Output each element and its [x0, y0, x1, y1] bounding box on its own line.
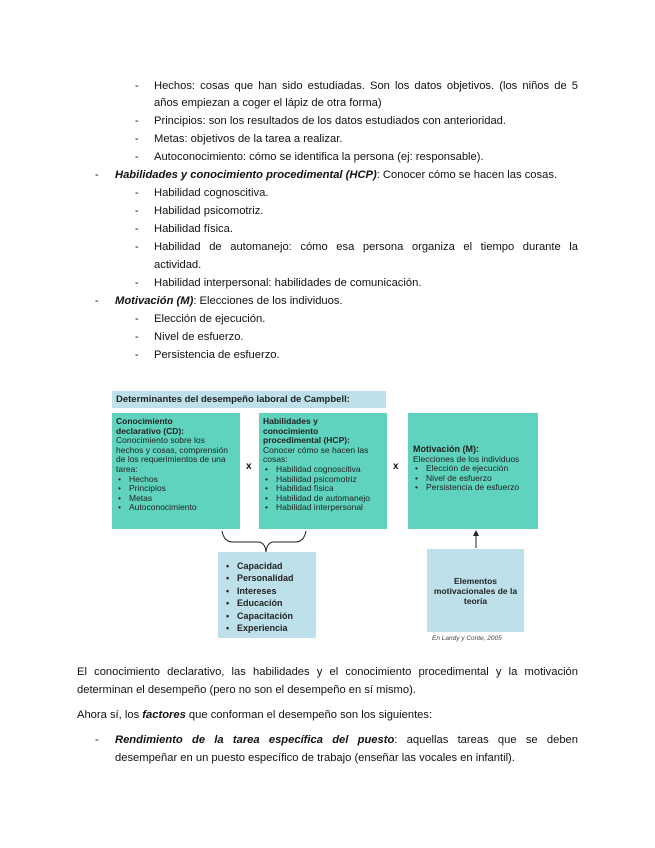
cd-description: hechos y cosas, comprensión	[116, 444, 228, 455]
list-dash: -	[135, 205, 139, 217]
hcp-box-item: • Habilidad interpersonal	[263, 503, 383, 513]
list-dash: -	[135, 241, 139, 253]
list-dash: -	[135, 331, 139, 343]
brace-connector	[222, 531, 306, 552]
list-dash: -	[95, 734, 99, 746]
list-dash: -	[135, 80, 139, 92]
motivation-box-item: • Persistencia de esfuerzo	[413, 483, 533, 493]
cd-title: declarativo (CD):	[116, 425, 185, 436]
hcp-box-title: Habilidades y	[263, 416, 318, 426]
list-item-metas: Metas: objetivos de la tarea a realizar.	[154, 133, 343, 145]
list-dash: -	[95, 295, 99, 307]
cd-description: de los requerimientos de una	[116, 454, 226, 465]
list-dash: -	[135, 277, 139, 289]
capacity-item: • Experiencia	[224, 622, 312, 634]
motivation-box-item: • Elección de ejecución	[413, 464, 533, 474]
list-item-hcp: Habilidad cognoscitiva.	[154, 187, 269, 199]
cd-item: • Hechos	[116, 475, 236, 485]
hcp-box-item: • Habilidad de automanejo	[263, 494, 383, 504]
cd-description: Conocimiento sobre los	[116, 435, 205, 446]
list-dash: -	[135, 313, 139, 325]
paragraph-summary-cont: determinan el desempeño (pero no son el desempeño en sí mismo).	[77, 684, 416, 696]
arrow-head-icon	[473, 530, 479, 536]
hcp-box-item: • Habilidad psicomotriz	[263, 475, 383, 485]
list-item-motivation: Persistencia de esfuerzo.	[154, 349, 280, 361]
list-dash: -	[135, 115, 139, 127]
list-item-hcp-cont: actividad.	[154, 259, 202, 271]
list-item-hechos-cont: años empiezan a coger el lápiz de otra forma)	[154, 97, 382, 109]
motivational-elements-text: teoría	[463, 596, 488, 606]
list-item-hcp: Habilidad psicomotriz.	[154, 205, 264, 217]
list-item-principios: Principios: son los resultados de los datos estudiados con anterioridad.	[154, 115, 506, 127]
multiply-operator: x	[393, 461, 399, 472]
diagram-title: Determinantes del desempeño laboral de Campbell:	[112, 391, 386, 408]
cd-item: • Principios	[116, 484, 236, 494]
list-item-motivation: Elección de ejecución.	[154, 313, 266, 325]
motivation-box-description: Elecciones de los individuos	[413, 453, 520, 464]
hcp-heading: Habilidades y conocimiento procedimental (HCP): Conocer cómo se hacen las cosas.	[115, 169, 558, 181]
list-item-autoconocimiento: Autoconocimiento: cómo se identifica la persona (ej: responsable).	[154, 151, 484, 163]
factor-item-cont: desempeñar en un puesto específico de trabajo (enseñar las vocales en infantil).	[115, 752, 515, 764]
paragraph-summary: El conocimiento declarativo, las habilidades y el conocimiento procedimental y la motivación	[77, 666, 578, 678]
capacity-item: • Intereses	[224, 585, 312, 597]
hcp-box-title: procedimental (HCP):	[263, 435, 350, 446]
capacity-item: • Personalidad	[224, 572, 312, 584]
hcp-box-title: conocimiento	[263, 425, 319, 436]
cd-item: • Autoconocimiento	[116, 503, 236, 513]
hcp-box-item: • Habilidad física	[263, 484, 383, 494]
paragraph-factors-intro: Ahora sí, los factores que conforman el desempeño son los siguientes:	[77, 709, 433, 721]
factor-item: Rendimiento de la tarea específica del puesto: aquellas tareas que se deben	[115, 734, 578, 746]
list-dash: -	[135, 133, 139, 145]
cd-item: • Metas	[116, 494, 236, 504]
list-item-hechos: Hechos: cosas que han sido estudiadas. Son los datos objetivos. (los niños de 5	[154, 80, 578, 92]
list-dash: -	[95, 169, 99, 181]
motivational-elements-box	[427, 549, 524, 632]
hcp-box-item: • Habilidad cognoscitiva	[263, 465, 383, 475]
multiply-operator: x	[246, 461, 252, 472]
capacity-box	[218, 552, 316, 638]
diagram-citation: En Landy y Conte, 2005	[432, 635, 502, 642]
list-dash: -	[135, 223, 139, 235]
list-dash: -	[135, 349, 139, 361]
hcp-box-description: Conocer cómo se hacen las	[263, 444, 369, 455]
capacity-item: • Capacidad	[224, 560, 312, 572]
hcp-box-description: cosas:	[263, 454, 288, 465]
capacity-item: • Capacitación	[224, 610, 312, 622]
capacity-item: • Educación	[224, 597, 312, 609]
motivation-box-title: Motivación (M):	[413, 444, 479, 454]
list-item-hcp: Habilidad física.	[154, 223, 233, 235]
list-item-motivation: Nivel de esfuerzo.	[154, 331, 244, 343]
motivation-box-item: • Nivel de esfuerzo	[413, 474, 533, 484]
motivational-elements-text: Elementos	[454, 576, 497, 586]
motivation-heading: Motivación (M): Elecciones de los individuos.	[115, 295, 343, 307]
cd-title: Conocimiento	[116, 416, 173, 426]
list-dash: -	[135, 151, 139, 163]
cd-description: tarea:	[116, 463, 138, 474]
list-dash: -	[135, 187, 139, 199]
list-item-hcp: Habilidad interpersonal: habilidades de comunicación.	[154, 277, 422, 289]
list-item-hcp-automanejo: Habilidad de automanejo: cómo esa persona organiza el tiempo durante la	[154, 241, 578, 253]
motivational-elements-text: motivacionales de la	[433, 586, 518, 596]
